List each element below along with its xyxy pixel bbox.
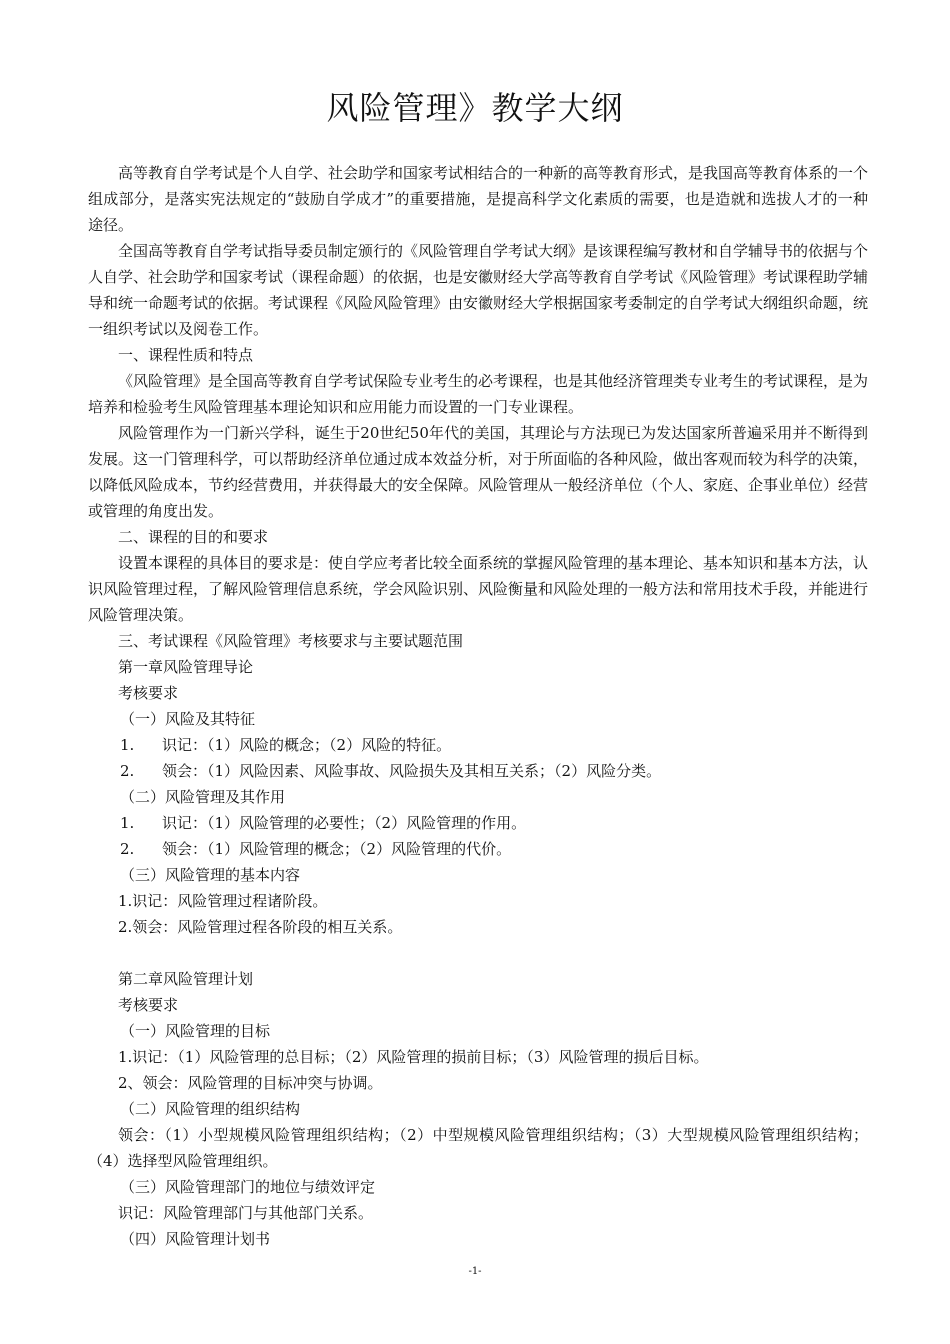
chapter-1-section-3: （三）风险管理的基本内容	[120, 866, 301, 884]
chapter-2-title: 第二章风险管理计划	[118, 970, 254, 988]
item-number: 2.	[120, 762, 135, 780]
paragraph-nature-1: 《风险管理》是全国高等教育自学考试保险专业考生的必考课程，也是其他经济管理类专业考生的考试课程，是为培养和检验考生风险管理基本理论知识和应用能力而设置的一门专业课程。	[88, 372, 869, 416]
item-text: 识记：（1）风险的概念；（2）风险的特征。	[162, 736, 452, 754]
chapter-1-title: 第一章风险管理导论	[118, 658, 254, 676]
paragraph-nature-2: 风险管理作为一门新兴学科，诞生于20世纪50年代的美国，其理论与方法现已为发达国家所普遍采用并不断得到发展。这一门管理科学，可以帮助经济单位通过成本效益分析，对于所面临的各种风险，做出客观而较为科学的决策，以降低风险成本，节约经营费用，并获得最大的安全保障。风险管理从一般经济单位（个人、家庭、企事业单位）经营或管理的角度出发。	[88, 424, 869, 520]
chapter-2-section-1: （一）风险管理的目标	[120, 1022, 271, 1040]
document-title: 风险管理》教学大纲	[326, 89, 624, 127]
item-number: 2.	[120, 840, 135, 858]
chapter-2-section-4: （四）风险管理计划书	[120, 1230, 271, 1248]
item-number: 1.	[120, 736, 135, 754]
chapter-1-section-2-item-2	[88, 836, 868, 862]
chapter-1-section-2-item-1	[88, 810, 868, 836]
chapter-2-section-1-item-2: 2、领会：风险管理的目标冲突与协调。	[118, 1074, 383, 1092]
section-heading-scope: 三、考试课程《风险管理》考核要求与主要试题范围	[118, 632, 464, 650]
chapter-1-section-3-item-1: 1.识记：风险管理过程诸阶段。	[118, 892, 328, 910]
chapter-1-section-3-item-2: 2.领会：风险管理过程各阶段的相互关系。	[118, 918, 403, 936]
paragraph-intro-1: 高等教育自学考试是个人自学、社会助学和国家考试相结合的一种新的高等教育形式，是我国高等教育体系的一个组成部分，是落实宪法规定的“鼓励自学成才”的重要措施，是提高科学文化素质的需要，也是造就和选拔人才的一种途径。	[88, 164, 869, 234]
chapter-2-section-2: （二）风险管理的组织结构	[120, 1100, 301, 1118]
chapter-1-requirements: 考核要求	[118, 684, 179, 702]
chapter-1-section-1-item-1	[88, 732, 868, 758]
blank-line	[88, 940, 868, 966]
section-heading-nature: 一、课程性质和特点	[118, 346, 254, 364]
paragraph-purpose: 设置本课程的具体目的要求是：使自学应考者比较全面系统的掌握风险管理的基本理论、基本知识和基本方法，认识风险管理过程，了解风险管理信息系统，学会风险识别、风险衡量和风险处理的一般方法和常用技术手段，并能进行风险管理决策。	[88, 554, 869, 624]
section-heading-purpose: 二、课程的目的和要求	[118, 528, 269, 546]
document-body	[88, 160, 868, 1252]
chapter-2-section-3-item-1: 识记：风险管理部门与其他部门关系。	[118, 1204, 374, 1222]
chapter-1-section-1-item-2	[88, 758, 868, 784]
item-number: 1.	[120, 814, 135, 832]
item-text: 领会：（1）风险管理的概念；（2）风险管理的代价。	[162, 840, 512, 858]
chapter-2-section-1-item-1: 1.识记：（1）风险管理的总目标；（2）风险管理的损前目标；（3）风险管理的损后目标。	[118, 1048, 709, 1066]
chapter-1-section-1: （一）风险及其特征	[120, 710, 256, 728]
item-text: 识记：（1）风险管理的必要性；（2）风险管理的作用。	[162, 814, 527, 832]
chapter-2-section-3: （三）风险管理部门的地位与绩效评定	[120, 1178, 376, 1196]
chapter-2-section-2-item-1: 领会：（1）小型规模风险管理组织结构；（2）中型规模风险管理组织结构；（3）大型规模风险管理组织结构；（4）选择型风险管理组织。	[88, 1126, 868, 1170]
chapter-1-section-2: （二）风险管理及其作用	[120, 788, 286, 806]
chapter-2-requirements: 考核要求	[118, 996, 179, 1014]
paragraph-intro-2: 全国高等教育自学考试指导委员制定颁行的《风险管理自学考试大纲》是该课程编写教材和自学辅导书的依据与个人自学、社会助学和国家考试（课程命题）的依据，也是安徽财经大学高等教育自学考试《风险管理》考试课程助学辅导和统一命题考试的依据。考试课程《风险风险管理》由安徽财经大学根据国家考委制定的自学考试大纲组织命题，统一组织考试以及阅卷工作。	[88, 242, 869, 338]
page-number: -1-	[468, 1266, 482, 1277]
item-text: 领会：（1）风险因素、风险事故、风险损失及其相互关系；（2）风险分类。	[162, 762, 662, 780]
